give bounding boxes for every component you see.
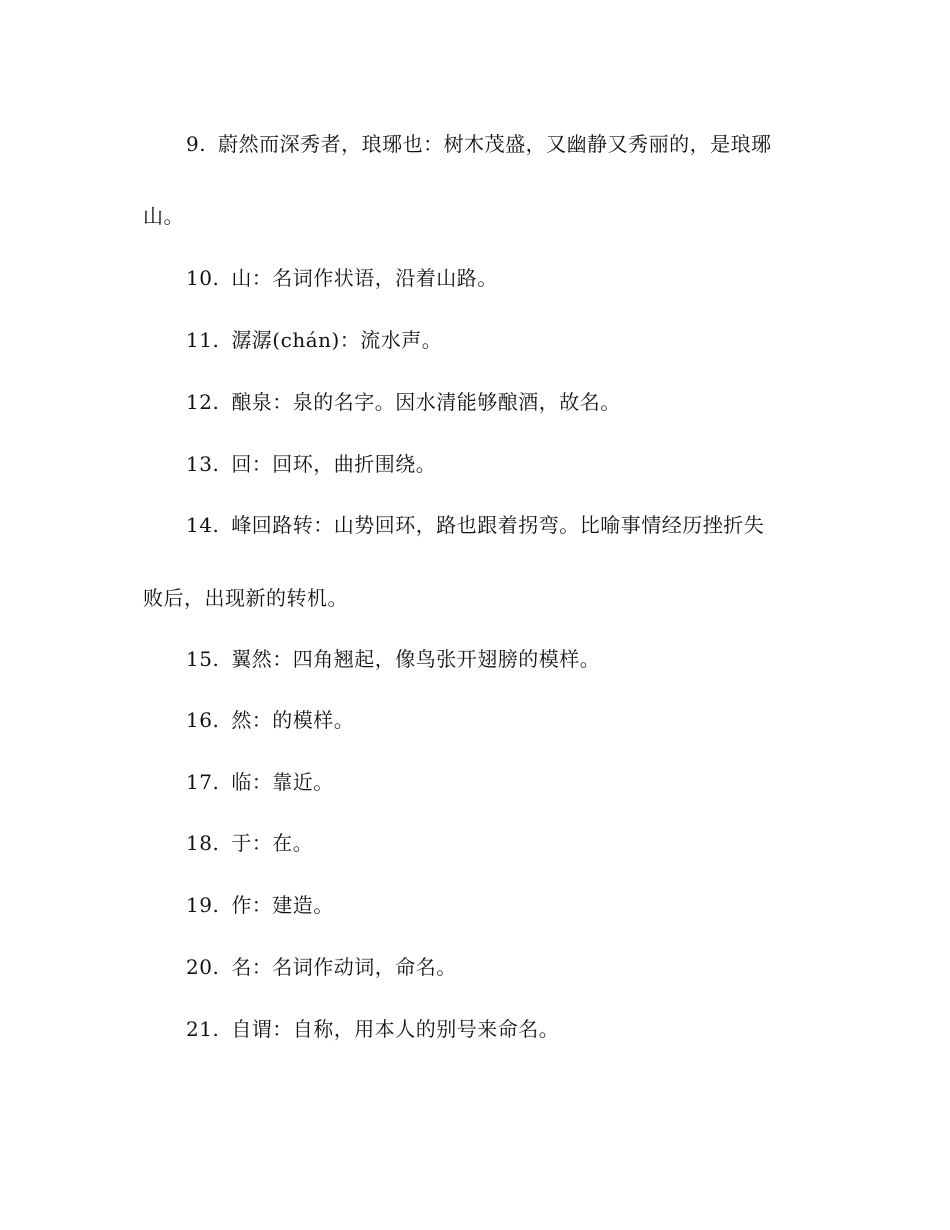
entry-number: 14. <box>186 513 220 537</box>
entry-number: 10. <box>186 266 220 290</box>
entry-10 <box>0 266 950 290</box>
entry-16 <box>0 708 950 732</box>
entry-text: 然：的模样。 <box>231 708 355 732</box>
entry-text: 峰回路转：山势回环，路也跟着拐弯。比喻事情经历挫折失 <box>231 513 765 537</box>
entry-text: 山：名词作状语，沿着山路。 <box>231 266 498 290</box>
entry-9 <box>0 132 950 156</box>
entry-number: 12. <box>186 390 220 414</box>
entry-15 <box>0 647 950 671</box>
entry-number: 19. <box>186 893 220 917</box>
entry-20 <box>0 955 950 979</box>
entry-text-continuation: 山。 <box>143 204 184 228</box>
entry-text-continuation: 败后，出现新的转机。 <box>143 586 348 610</box>
entry-text: 翼然：四角翘起，像鸟张开翅膀的模样。 <box>231 647 601 671</box>
entry-text: 潺潺(chán)：流水声。 <box>231 328 443 352</box>
entry-number: 20. <box>186 955 220 979</box>
entry-number: 18. <box>186 831 220 855</box>
entry-14 <box>0 513 950 537</box>
entry-12 <box>0 390 950 414</box>
entry-21 <box>0 1017 950 1041</box>
entry-number: 11. <box>186 328 220 352</box>
entry-number: 16. <box>186 708 220 732</box>
entry-17 <box>0 770 950 794</box>
entry-text: 自谓：自称，用本人的别号来命名。 <box>231 1017 560 1041</box>
entry-19 <box>0 893 950 917</box>
entry-text: 于：在。 <box>231 831 314 855</box>
entry-text: 临：靠近。 <box>231 770 334 794</box>
entry-18 <box>0 831 950 855</box>
entry-number: 17. <box>186 770 220 794</box>
entry-text: 名：名词作动词，命名。 <box>231 955 457 979</box>
entry-number: 15. <box>186 647 220 671</box>
entry-text: 作：建造。 <box>231 893 334 917</box>
entry-13 <box>0 452 950 476</box>
entry-11 <box>0 328 950 352</box>
entry-number: 21. <box>186 1017 220 1041</box>
entry-9-continuation <box>0 204 950 228</box>
entry-text: 蔚然而深秀者，琅琊也：树木茂盛，又幽静又秀丽的，是琅琊 <box>218 132 772 156</box>
entry-14-continuation <box>0 586 950 610</box>
entry-number: 13. <box>186 452 220 476</box>
entry-number: 9. <box>186 132 207 156</box>
entry-text: 酿泉：泉的名字。因水清能够酿酒，故名。 <box>231 390 621 414</box>
entry-text: 回：回环，曲折围绕。 <box>231 452 437 476</box>
